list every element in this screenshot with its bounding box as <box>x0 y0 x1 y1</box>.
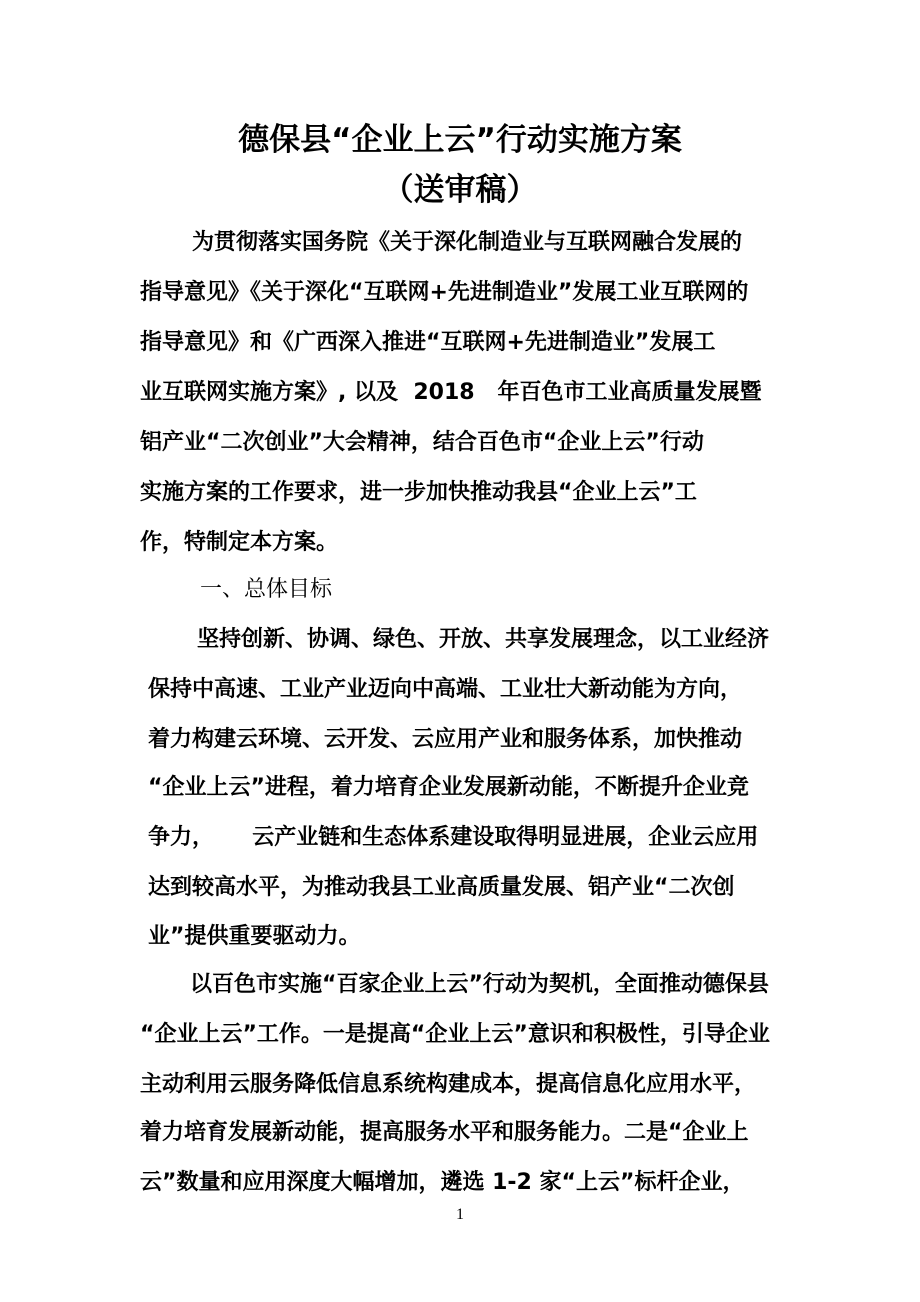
paragraph-line: 指导意见》和《广西深入推进“互联网+先进制造业”发展工 <box>140 330 716 355</box>
paragraph-line: 作，特制定本方案。 <box>140 530 339 555</box>
paragraph-line: 云”数量和应用深度大幅增加，遴选 1-2 家“上云”标杆企业， <box>140 1170 745 1195</box>
paragraph-line: 业互联网实施方案》, 以及 2018 年百色市工业高质量发展暨 <box>140 380 762 405</box>
paragraph-line: 坚持创新、协调、绿色、开放、共享发展理念，以工业经济 <box>197 627 770 652</box>
paragraph-line: 指导意见》《关于深化“互联网+先进制造业”发展工业互联网的 <box>140 280 749 305</box>
paragraph-line: 铝产业“二次创业”大会精神，结合百色市“企业上云”行动 <box>140 430 704 455</box>
paragraph-line: “企业上云”进程，着力培育企业发展新动能，不断提升企业竞 <box>148 775 749 800</box>
paragraph-line: 着力构建云环境、云开发、云应用产业和服务体系，加快推动 <box>148 727 743 752</box>
section-heading: 一、总体目标 <box>200 577 333 602</box>
paragraph-line: 保持中高速、工业产业迈向中高端、工业壮大新动能为方向， <box>148 677 743 702</box>
paragraph-line: 实施方案的工作要求，进一步加快推动我县“企业上云”工 <box>140 480 697 505</box>
paragraph-line: 主动利用云服务降低信息系统构建成本，提高信息化应用水平， <box>140 1072 757 1097</box>
paragraph-line: 为贯彻落实国务院《关于深化制造业与互联网融合发展的 <box>192 230 743 255</box>
paragraph-line: 以百色市实施“百家企业上云”行动为契机，全面推动德保县 <box>190 972 769 997</box>
page-number: 1 <box>456 1206 464 1223</box>
paragraph-line: “企业上云”工作。一是提高“企业上云”意识和积极性，引导企业 <box>140 1022 770 1047</box>
paragraph-line: 达到较高水平，为推动我县工业高质量发展、铝产业“二次创 <box>148 875 735 900</box>
document-subtitle: （送审稿） <box>382 172 538 208</box>
paragraph-line: 业”提供重要驱动力。 <box>148 924 361 949</box>
paragraph-line: 着力培育发展新动能，提高服务水平和服务能力。二是“企业上 <box>140 1120 749 1145</box>
document-title: 德保县“企业上云”行动实施方案 <box>238 122 682 158</box>
paragraph-line: 争力， 云产业链和生态体系建设取得明显进展，企业云应用 <box>148 825 759 850</box>
